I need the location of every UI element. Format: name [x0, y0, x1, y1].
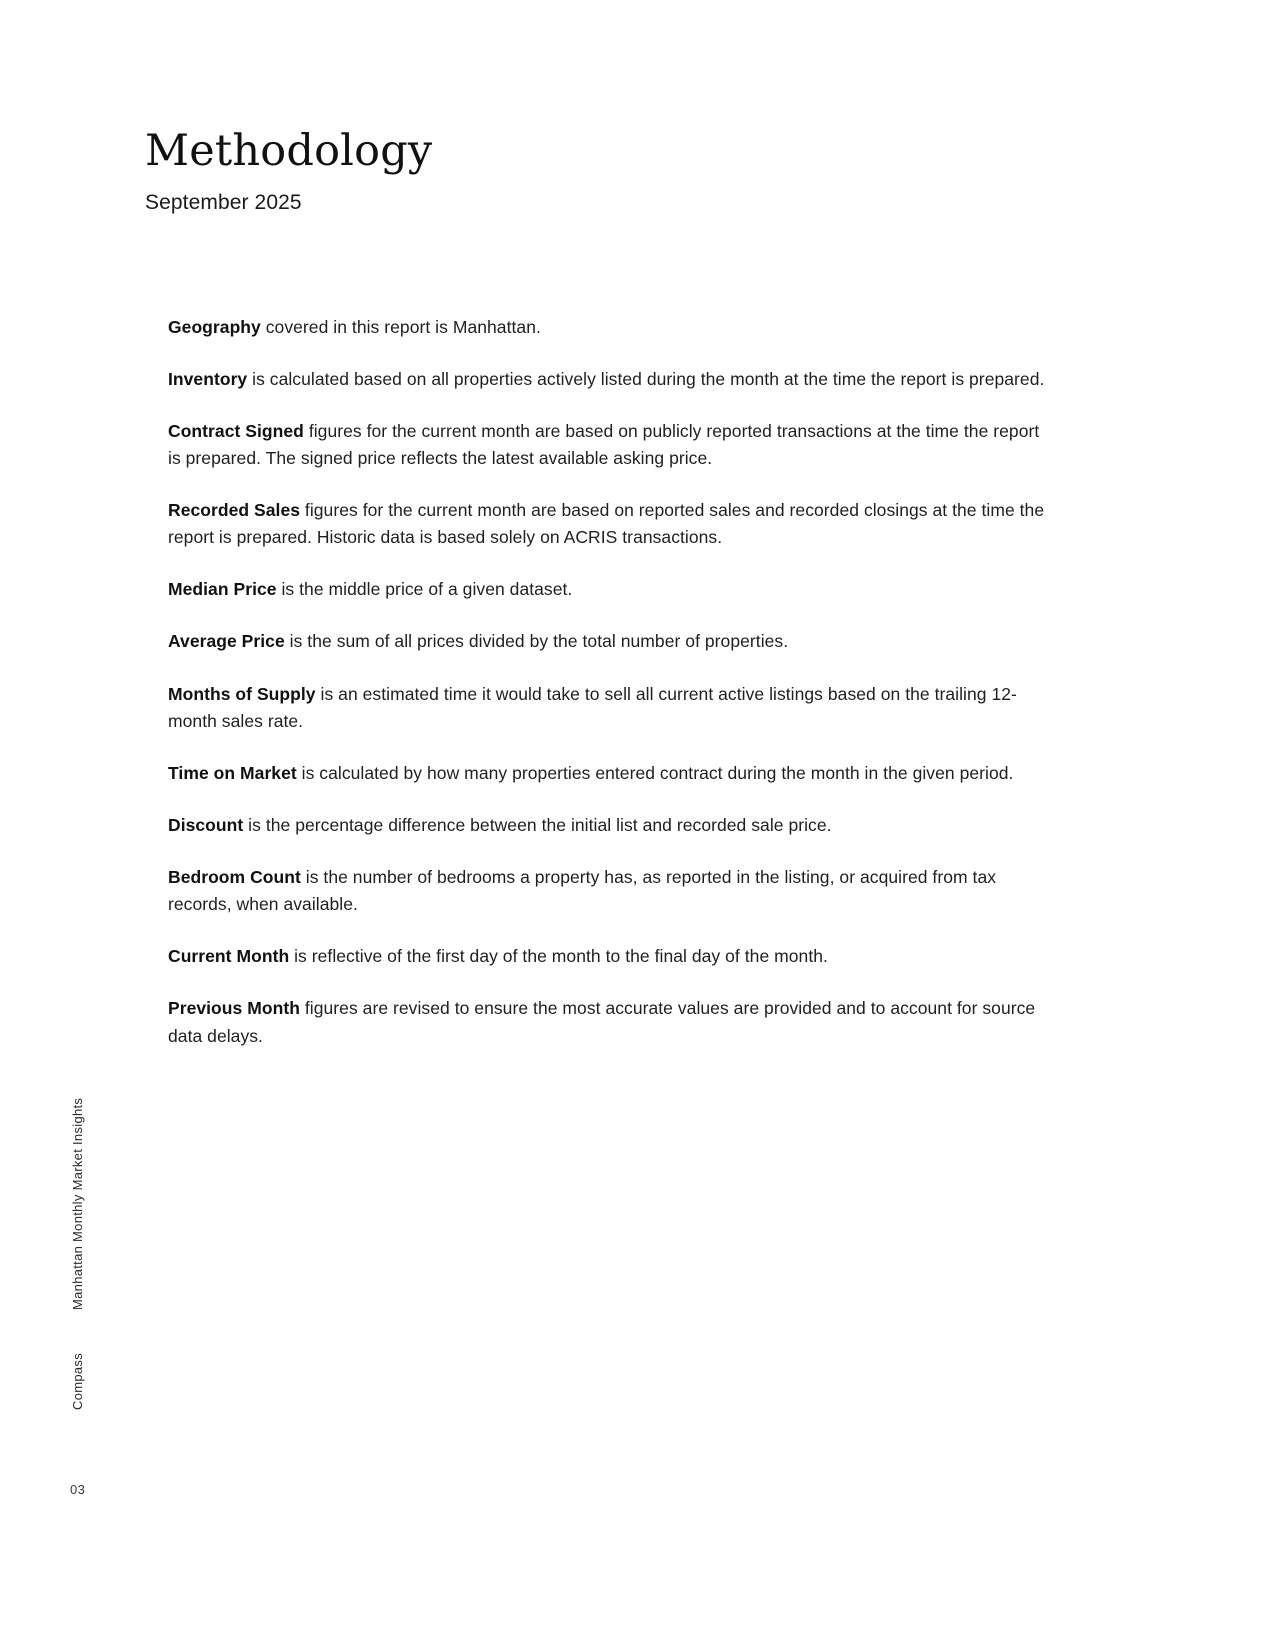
definition-term: Median Price — [168, 579, 277, 600]
definition-entry — [168, 943, 1053, 970]
sidebar-report-label: Manhattan Monthly Market Insights — [70, 1097, 85, 1310]
definition-description: is the percentage difference between the initial list and recorded sale price. — [243, 814, 832, 835]
definition-term: Months of Supply — [168, 683, 316, 704]
definition-description: covered in this report is Manhattan. — [260, 316, 541, 337]
definition-term: Inventory — [168, 368, 248, 389]
definition-entry — [168, 418, 1053, 472]
definition-term: Current Month — [168, 946, 290, 967]
page-number: 03 — [70, 1482, 86, 1497]
definition-description: is the middle price of a given dataset. — [276, 579, 573, 600]
definition-term: Geography — [168, 316, 261, 337]
methodology-definitions-list — [168, 296, 1053, 1050]
definition-term: Bedroom Count — [168, 867, 301, 887]
definition-entry — [168, 760, 1053, 787]
page-title: Methodology — [145, 126, 433, 176]
definition-description: is reflective of the first day of the month to the final day of the month. — [289, 946, 828, 967]
definition-entry — [168, 366, 1053, 393]
page-subtitle: September 2025 — [145, 191, 302, 215]
definition-description: figures for the current month are based on publicly reported transactions at the time the report is prepared. The signed price reflects the latest available asking price. — [168, 420, 1040, 468]
definition-entry — [168, 681, 1053, 735]
definition-term: Recorded Sales — [168, 500, 301, 520]
page-header — [145, 128, 1105, 215]
definition-entry — [168, 497, 1053, 551]
definition-entry — [168, 576, 1053, 603]
definition-description: is calculated by how many properties entered contract during the month in the given period. — [296, 762, 1014, 783]
definition-entry — [168, 995, 1053, 1049]
definition-term: Previous Month — [168, 998, 300, 1019]
definition-description: is calculated based on all properties actively listed during the month at the time the report is prepared. — [247, 368, 1045, 389]
definition-description: is the number of bedrooms a property has, as reported in the listing, or acquired from tax records, when available. — [168, 867, 997, 915]
definition-description: figures are revised to ensure the most accurate values are provided and to account for source data delays. — [168, 998, 1036, 1046]
definition-term: Average Price — [168, 631, 285, 652]
definition-description: figures for the current month are based on reported sales and recorded closings at the time the report is prepared. Historic data is based solely on ACRIS transactions. — [168, 500, 1045, 548]
definition-entry — [168, 812, 1053, 839]
definition-description: is an estimated time it would take to sell all current active listings based on the trailing 12-month sales rate. — [168, 683, 1017, 731]
definition-term: Time on Market — [168, 762, 297, 783]
definition-description: is the sum of all prices divided by the total number of properties. — [284, 631, 789, 652]
definition-entry — [168, 864, 1053, 918]
definition-entry — [168, 314, 1053, 341]
sidebar-brand-label: Compass — [70, 1352, 85, 1410]
definition-term: Discount — [168, 814, 244, 835]
definition-term: Contract Signed — [168, 420, 304, 441]
definition-entry — [168, 628, 1053, 655]
